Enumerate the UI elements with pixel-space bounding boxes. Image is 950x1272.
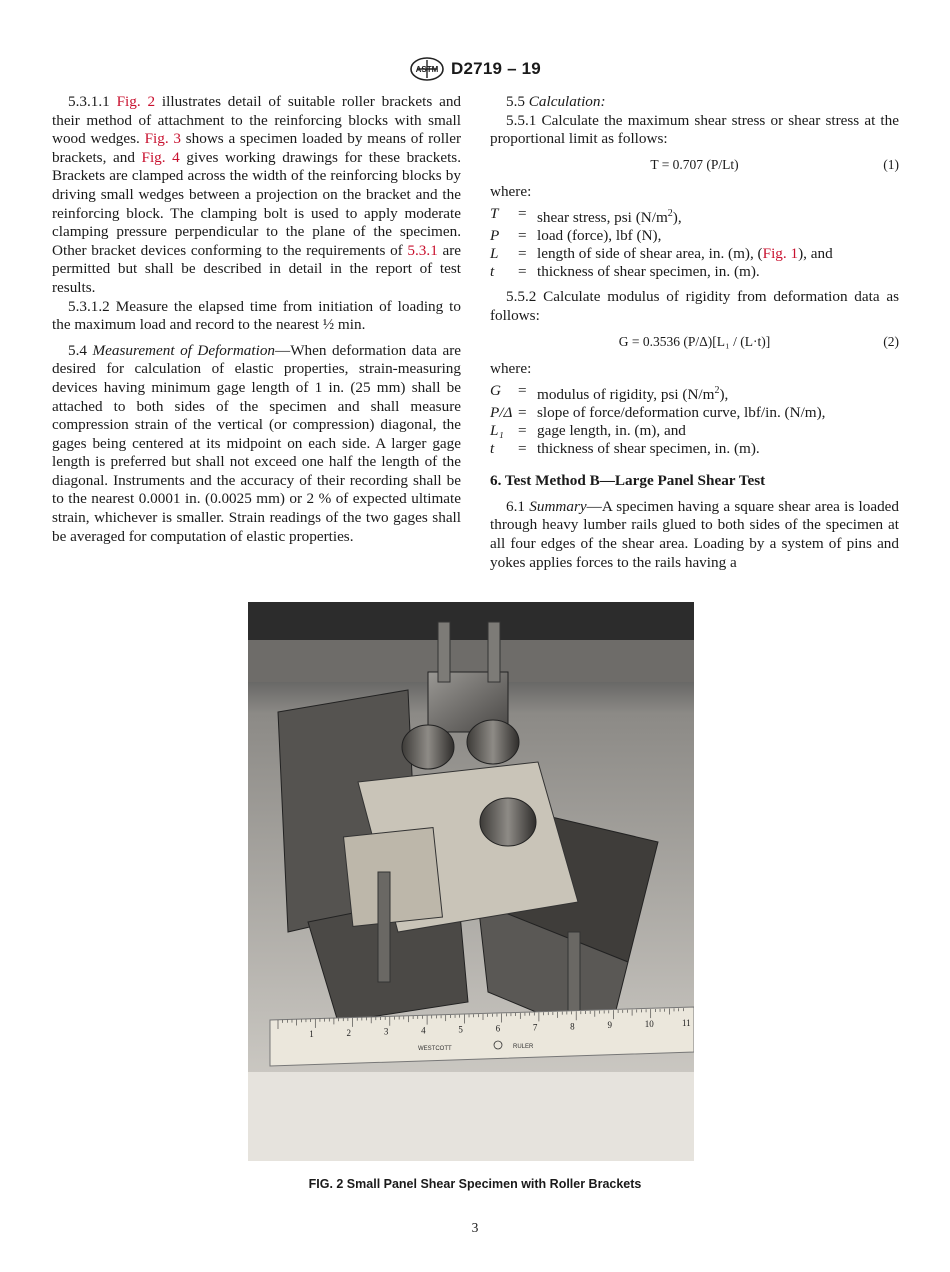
- section-6-heading: 6. Test Method B—Large Panel Shear Test: [490, 472, 766, 490]
- astm-logo-text: ASTM: [415, 65, 439, 74]
- equation-2-formula: G = 0.3536 (P/Δ)[L₁ / (L·t)]: [618, 333, 771, 349]
- figure-2-photo: [248, 602, 694, 1161]
- right-column: [490, 93, 899, 572]
- definitions-1: [490, 205, 899, 281]
- ruler-number-label: 4: [421, 1025, 426, 1036]
- equation-1-formula: T = 0.707 (P/Lt): [650, 156, 739, 172]
- definition-row: T = shear stress, psi $(N/m^2)$,: [490, 205, 682, 227]
- ruler-number-label: 1: [309, 1028, 314, 1039]
- definition-row: P = load (force), lbf (N),: [490, 227, 662, 245]
- definition-row: G = modulus of rigidity, psi $(N/m^2)$,: [490, 382, 729, 404]
- clamping-bolt: [568, 932, 580, 1012]
- equation-1: [490, 153, 899, 177]
- ruler-number-label: 10: [644, 1019, 654, 1030]
- ruler-number-label: 5: [458, 1024, 463, 1035]
- equation-2: [490, 330, 899, 354]
- page-number: 3: [471, 1220, 479, 1235]
- reinforcing-block: [344, 828, 443, 927]
- ruler-brand-left: WESTCOTT: [418, 1046, 452, 1052]
- paragraph-5-5-2: 5.5.2 Calculate modulus of rigidity from deformation data as follows:: [490, 288, 899, 325]
- photo-table-foreground: [248, 1072, 694, 1161]
- clamping-bolt: [378, 872, 390, 982]
- paragraph-5-3-1-2: 5.3.1.2 Measure the elapsed time from initiation of loading to the maximum load and record to the nearest ½ min.: [52, 297, 461, 334]
- definition-row: t = thickness of shear specimen, in. (m).: [490, 263, 760, 281]
- document-id: D2719 – 19: [451, 59, 541, 78]
- paragraph-5-5-1: 5.5.1 Calculate the maximum shear stress or shear stress at the proportional limit as follows:: [490, 111, 899, 148]
- ruler-brand-right: RULER: [513, 1044, 534, 1050]
- clamping-bolt: [438, 622, 450, 682]
- definition-row: P/Δ = slope of force/deformation curve, lbf/in. (N/m),: [490, 404, 826, 422]
- fig-4-link[interactable]: Fig. 4: [141, 148, 180, 166]
- paragraph-6-1: 6.1 Summary—A specimen having a square shear area is loaded through heavy lumber rails glued to both sides of the specimen at all four edges of the shear area. Loading by a system of pins and yokes applies forces to the rails having a: [490, 497, 900, 571]
- figure-caption: FIG. 2 Small Panel Shear Specimen with Roller Brackets: [308, 1177, 642, 1191]
- where-label-2: where:: [490, 359, 532, 377]
- equation-1-number: (1): [883, 156, 899, 172]
- roller: [467, 720, 519, 764]
- ruler-number-label: 11: [682, 1018, 691, 1028]
- page-header: [0, 56, 950, 82]
- ruler-number-label: 2: [346, 1027, 352, 1038]
- left-column: [52, 93, 461, 546]
- paragraph-5-4: 5.4 Measurement of Deformation—When deformation data are desired for calculation of elastic properties, strain-measuring devices having minimum gage length of 1 in. (25 mm) shall be attached to both sides of the specimen and shall measure compression strain of the vertical (or compression) diagonal, the gages being centered at its midpoint on each side. A larger gage length is preferred but shall not exceed one half the length of the diagonal. Instruments and the accuracy of their recording shall be to the nearest 0.0001 in. (0.0025 mm) or 2 % of expected ultimate strain, whichever is smaller. Strain readings of the two gages shall be averaged for computation of elastic properties.: [52, 341, 462, 545]
- roller: [480, 798, 536, 846]
- heading-5-5: 5.5 Calculation:: [506, 93, 606, 110]
- definitions-2: [490, 382, 899, 458]
- fig-1-link[interactable]: Fig. 1: [762, 245, 799, 263]
- section-5-3-1-link[interactable]: 5.3.1: [407, 241, 438, 259]
- definition-row: L₁ = gage length, in. (m), and: [490, 422, 686, 440]
- astm-logo: [409, 57, 445, 81]
- definition-row: L = length of side of shear area, in. (m), (Fig. 1), and: [490, 245, 833, 263]
- paragraph-5-3-1-1: 5.3.1.1 Fig. 2 illustrates detail of suitable roller brackets and their method of attachment to the reinforcing blocks with small wood wedges. Fig. 3 shows a specimen loaded by means of roller brackets, and Fig. 4 gives working drawings for these brackets. Brackets are clamped across the width of the reinforcing blocks by driving small wedges between a projection on the bracket and the reinforcing block. The clamping bolt is used to apply moderate clamping pressure perpendicular to the plane of the specimen. Other bracket devices conforming to the requirements of 5.3.1 are permitted but shall be described in detail in the report of test results.: [52, 93, 462, 296]
- definition-row: t = thickness of shear specimen, in. (m).: [490, 440, 760, 458]
- clamping-bolt: [488, 622, 500, 682]
- ruler-number-label: 9: [607, 1020, 612, 1031]
- where-label-1: where:: [490, 182, 532, 200]
- ruler-number-label: 3: [383, 1026, 389, 1037]
- photo-wall: [248, 602, 694, 640]
- roller: [402, 725, 454, 769]
- ruler-number-label: 6: [495, 1023, 501, 1034]
- ruler-number-label: 7: [532, 1022, 538, 1033]
- ruler-number-label: 8: [570, 1021, 575, 1032]
- fig-3-link[interactable]: Fig. 3: [144, 130, 181, 148]
- fig-2-link[interactable]: Fig. 2: [116, 93, 156, 110]
- equation-2-number: (2): [883, 333, 899, 349]
